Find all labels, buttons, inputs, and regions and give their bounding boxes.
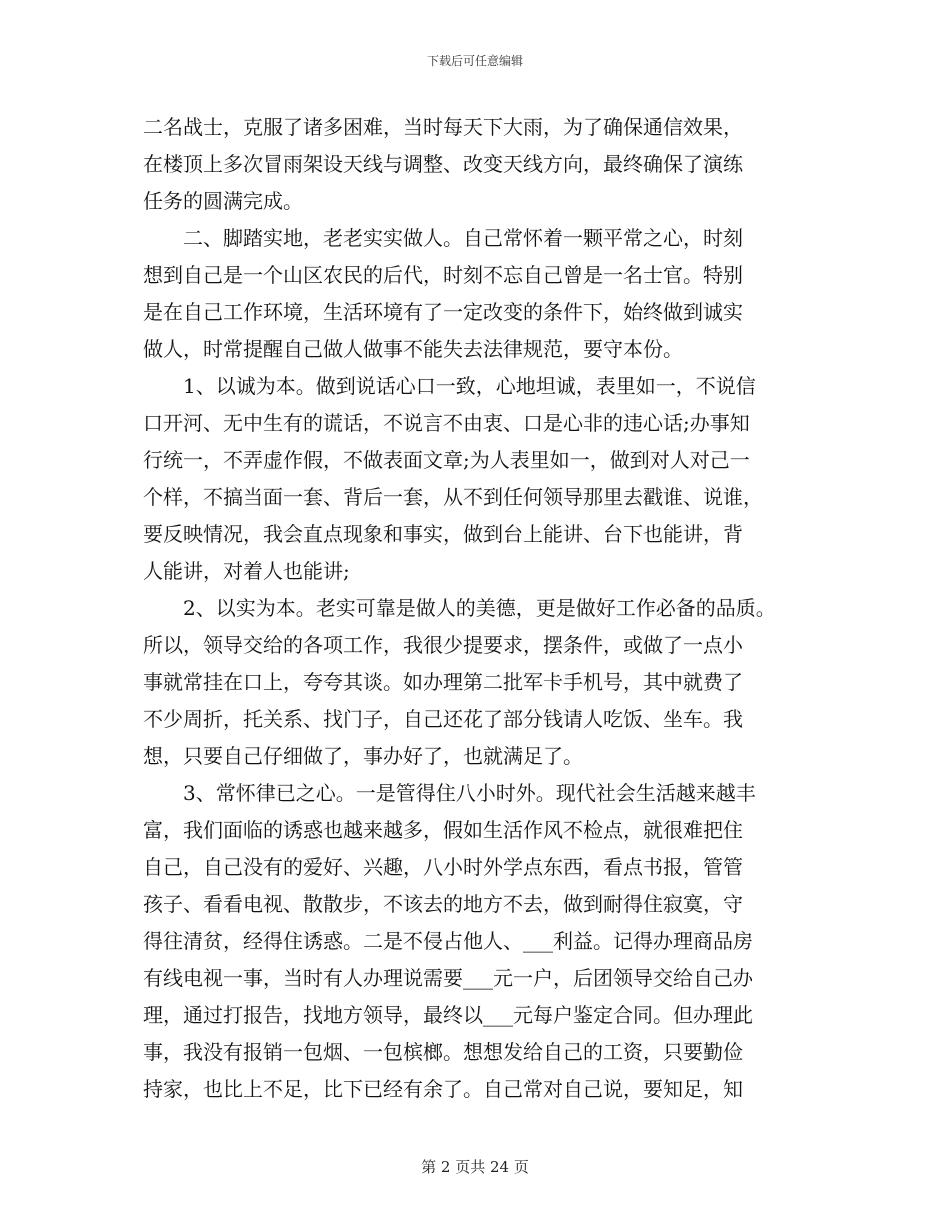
text-line: 要反映情况，我会直点现象和事实，做到台上能讲、台下也能讲，背 (143, 522, 743, 546)
text-line: 3、常怀律已之心。一是管得住八小时外。现代社会生活越来越丰 (183, 781, 756, 805)
text-line: 是在自己工作环境，生活环境有了一定改变的条件下，始终做到诚实 (143, 300, 743, 324)
text-line: 事，我没有报销一包烟、一包槟榔。想想发给自己的工资，只要勤俭 (143, 1040, 743, 1064)
text-line: 有线电视一事，当时有人办理说需要___元一户，后团领导交给自己办 (143, 966, 753, 990)
text-line: 孩子、看看电视、散散步，不该去的地方不去，做到耐得住寂寞，守 (143, 892, 743, 916)
text-line: 二名战士，克服了诸多困难，当时每天下大雨，为了确保通信效果， (143, 115, 743, 139)
text-line: 2、以实为本。老实可靠是做人的美德，更是做好工作必备的品质。 (183, 596, 776, 620)
page-header: 下载后可任意编辑 (426, 54, 523, 68)
text-line: 个样，不搞当面一套、背后一套，从不到任何领导那里去戳谁、说谁， (143, 485, 763, 509)
page-footer: 第 2 页共 24 页 (421, 1158, 529, 1176)
text-line: 自己，自己没有的爱好、兴趣，八小时外学点东西，看点书报，管管 (143, 855, 743, 879)
text-line: 行统一，不弄虚作假，不做表面文章;为人表里如一，做到对人对己一 (143, 448, 750, 472)
text-line: 想到自己是一个山区农民的后代，时刻不忘自己曾是一名士官。特别 (143, 263, 743, 287)
text-line: 口开河、无中生有的谎话，不说言不由衷、口是心非的违心话;办事知 (143, 411, 750, 435)
text-line: 做人，时常提醒自己做人做事不能失去法律规范，要守本份。 (143, 337, 683, 361)
text-line: 持家，也比上不足，比下已经有余了。自己常对自己说，要知足，知 (143, 1077, 743, 1101)
text-line: 二、脚踏实地，老老实实做人。自己常怀着一颗平常之心，时刻 (183, 226, 743, 250)
text-line: 任务的圆满完成。 (143, 189, 303, 213)
text-line: 1、以诚为本。做到说话心口一致，心地坦诚，表里如一，不说信 (183, 374, 756, 398)
text-line: 想，只要自己仔细做了，事办好了，也就满足了。 (143, 744, 583, 768)
text-line: 事就常挂在口上，夸夸其谈。如办理第二批军卡手机号，其中就费了 (143, 670, 743, 694)
text-line: 不少周折，托关系、找门子，自己还花了部分钱请人吃饭、坐车。我 (143, 707, 743, 731)
document-body (143, 109, 808, 1108)
text-line: 富，我们面临的诱惑也越来越多，假如生活作风不检点，就很难把住 (143, 818, 743, 842)
text-line: 在楼顶上多次冒雨架设天线与调整、改变天线方向，最终确保了演练 (143, 152, 743, 176)
text-line: 得往清贫，经得住诱惑。二是不侵占他人、___利益。记得办理商品房 (143, 929, 753, 953)
text-line: 人能讲，对着人也能讲; (143, 559, 350, 583)
text-line: 理，通过打报告，找地方领导，最终以___元每户鉴定合同。但办理此 (143, 1003, 753, 1027)
text-line: 所以，领导交给的各项工作，我很少提要求，摆条件，或做了一点小 (143, 633, 743, 657)
